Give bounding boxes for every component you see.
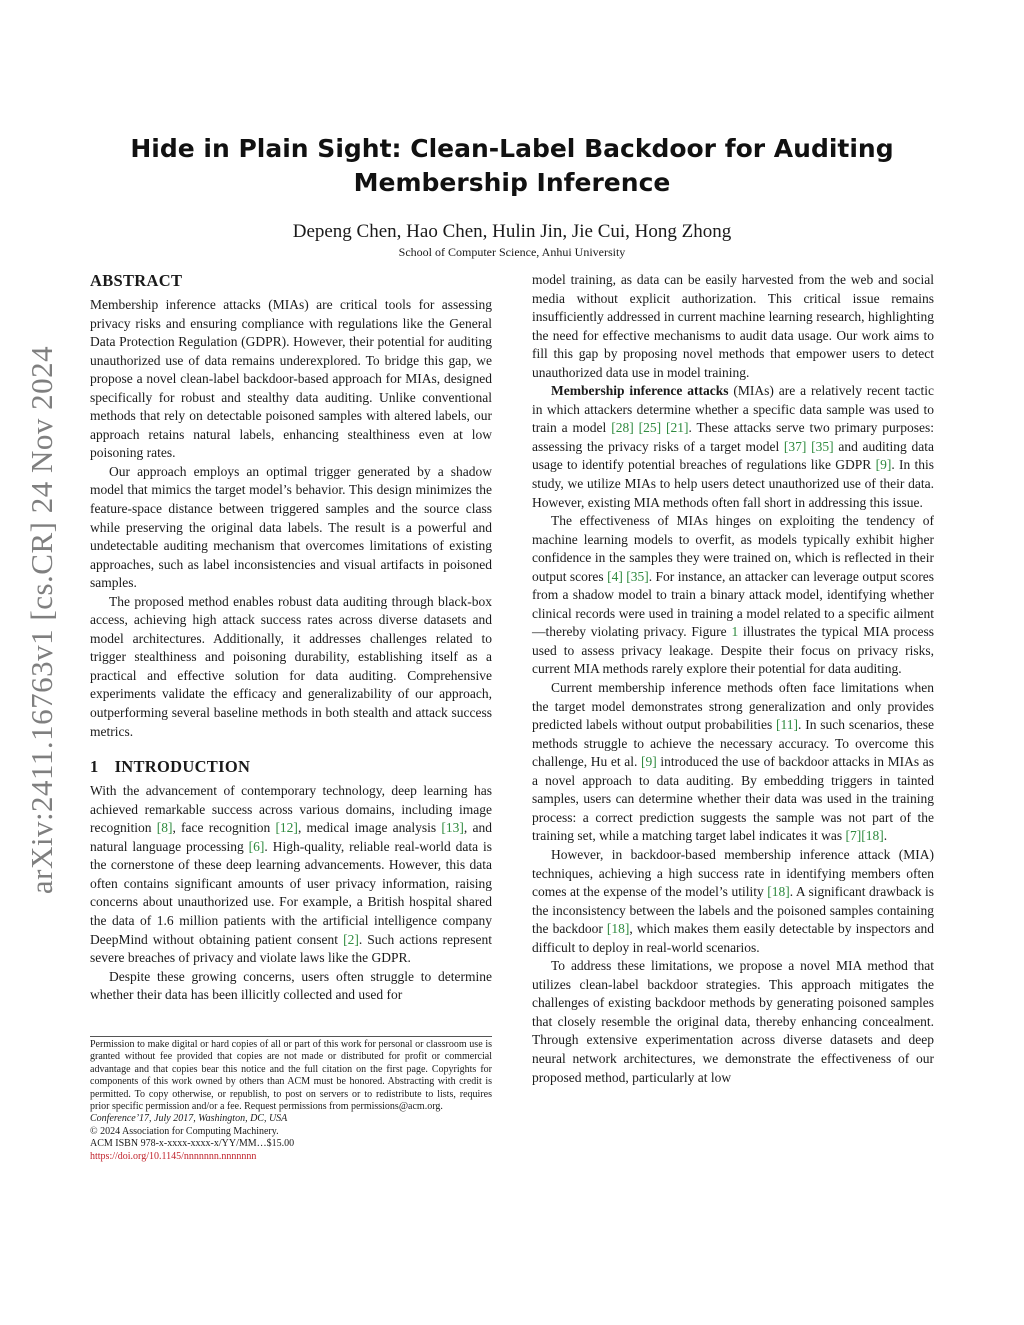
isbn-line: ACM ISBN 978-x-xxxx-xxxx-x/YY/MM…$15.00: [90, 1138, 295, 1150]
intro-heading: [90, 757, 492, 777]
citation-link[interactable]: [11]: [776, 717, 799, 733]
copyright-line: © 2024 Association for Computing Machinery.: [90, 1125, 279, 1137]
abstract-paragraph: Our approach employs an optimal trigger generated by a shadow model that mimics the target model’s behavior. This design minimizes the feature-space distance between triggered samples and the source class while preserving the original data labels. The result is a powerful and undetectable auditing mechanism that overcomes limitations of existing approaches, such as label inconsistencies and visual artifacts in poisoned samples.: [90, 463, 492, 591]
citation-link[interactable]: [35]: [626, 568, 649, 584]
citation-link[interactable]: [12]: [275, 820, 298, 836]
copyright-block: [90, 1036, 492, 1163]
citation-link[interactable]: [18]: [767, 884, 790, 900]
abstract-paragraph: The proposed method enables robust data auditing through black-box access, achieving high attack success rates across diverse datasets and model architectures. Additionally, it addresses challenges related to trigger stealthiness and poisoning durability, establishing itself as a practical and effective solution for data auditing. Comprehensive experiments validate the efficacy and generalizability of our approach, outperforming several baseline methods in both stealth and attack success metrics.: [90, 593, 492, 739]
citation-link[interactable]: [13]: [441, 820, 464, 836]
citation-link[interactable]: [9]: [641, 754, 657, 770]
intro-paragraph-4: The effectiveness of MIAs hinges on exploiting the tendency of machine learning models to overfit, as models typically exhibit higher confidence in the samples they were trained on, which is reflected in their output scores [4] [35]. For instance, an attacker can leverage output scores from a shadow model to train a binary attack model, identifying whether clinical records were used in training a model related to a specific ailment—thereby violating privacy. Figure 1 illustrates the typical MIA process used to assess privacy leakage. Despite their focus on privacy risks, current MIA methods rarely explore their potential for data auditing.: [532, 513, 934, 677]
abstract-heading: ABSTRACT: [90, 271, 183, 290]
bold-term: Membership inference attacks: [551, 383, 729, 399]
citation-link[interactable]: [28]: [611, 420, 634, 436]
citation-link[interactable]: [18]: [606, 921, 630, 937]
intro-paragraph-7: To address these limitations, we propose a novel MIA method that utilizes clean-label backdoor strategies. This approach mitigates the challenges of existing backdoor methods by generating poisoned samples that closely resemble the original data, thereby enhancing concealment. Through extensive experimentation across diverse datasets and deep neural network architectures, we demonstrate the effectiveness of our proposed method, particularly at low: [532, 958, 934, 1085]
paper-title: Hide in Plain Sight: Clean-Label Backdoor for Auditing Membership Inference: [130, 134, 894, 197]
citation-link[interactable]: [4]: [607, 568, 623, 584]
intro-paragraph-6: However, in backdoor-based membership inference attack (MIA) techniques, achieving a high success rate in identifying members often comes at the expense of the model’s utility [18]. A significant drawback is the inconsistency between the labels and the poisoned samples containing the backdoor [18], which makes them easily detectable by inspectors and difficult to deploy in real-world scenarios.: [532, 846, 934, 955]
intro-paragraph-3: Membership inference attacks (MIAs) are a relatively recent tactic in which attackers determine whether a specific data sample was used to train a model [28] [25] [21]. These attacks serve two primary purposes: assessing the privacy risks of a target model [37] [35] and auditing data usage to identify potential breaches of regulations like GDPR [9]. In this study, we utilize MIAs to help users detect unauthorized use of their data. However, existing MIA methods often fall short in addressing this issue.: [532, 383, 935, 510]
intro-paragraph-2-end: model training, as data can be easily harvested from the web and social media without explicit authorization. This critical issue remains insufficiently addressed in current machine learning research, highlighting the need for effective mechanisms to audit data usage. Our work aims to fill this gap by proposing novel methods that empower users to detect unauthorized data use in model training.: [532, 272, 934, 380]
right-column: [532, 271, 934, 1087]
conference-info: Conference’17, July 2017, Washington, DC, USA: [90, 1113, 288, 1125]
intro-paragraph-2-start: Despite these growing concerns, users often struggle to determine whether their data has been illicitly collected and used for: [90, 968, 492, 1003]
citation-link[interactable]: [2]: [343, 931, 359, 947]
section-number: 1: [90, 757, 99, 777]
doi-link[interactable]: https://doi.org/10.1145/nnnnnnn.nnnnnnn: [90, 1150, 257, 1162]
figure-link[interactable]: 1: [731, 624, 739, 640]
affiliation: School of Computer Science, Anhui University: [398, 245, 626, 259]
citation-link[interactable]: [9]: [875, 457, 892, 473]
citation-link[interactable]: [35]: [811, 438, 834, 454]
intro-paragraph-5: Current membership inference methods often face limitations when the target model demonstrates strong generalization and only provides predicted labels without output probabilities [11]. In such scenarios, these methods struggle to achieve the necessary accuracy. To overcome this challenge, Hu et al. [9] introduced the use of backdoor attacks in MIAs as a novel approach to data auditing. By embedding triggers in tainted samples, users can determine whether their data was used in the training process: a correct prediction suggests the sample was not part of the training set, while a matching target label indicates it was [7][18].: [532, 680, 934, 844]
permission-notice: Permission to make digital or hard copies of all or part of this work for personal or classroom use is granted without fee provided that copies are not made or distributed for profit or commercial advantage and that copies bear this notice and the full citation on the first page. Copyrights for components of this work owned by others than ACM must be honored. Abstracting with credit is permitted. To copy otherwise, or republish, to post on servers or to redistribute to lists, requires prior specific permission and/or a fee. Request permissions from permissions@acm.org.: [90, 1039, 492, 1113]
citation-link[interactable]: [6]: [248, 838, 265, 854]
citation-link[interactable]: [21]: [666, 420, 689, 436]
citation-link[interactable]: [8]: [156, 820, 173, 836]
citation-link[interactable]: [18]: [861, 828, 884, 844]
intro-paragraph-1: With the advancement of contemporary technology, deep learning has achieved remarkable success across various domains, including image recognition [8], face recognition [12], medical image analysis [13], and natural language processing [6]. High-quality, reliable real-world data is the cornerstone of these deep learning advancements. However, this data often contains significant amounts of user privacy information, raising concerns about unauthorized use. For example, a British hospital shared the data of 1.6 million patients with the artificial intelligence company DeepMind without obtaining patient consent [2]. Such actions represent severe breaches of privacy and violate laws like the GDPR.: [90, 783, 492, 966]
citation-link[interactable]: [37]: [783, 438, 807, 454]
abstract-paragraph: Membership inference attacks (MIAs) are critical tools for assessing privacy risks and ensuring compliance with regulations like the General Data Protection Regulation (GDPR). However, their potential for auditing unauthorized use of data remains underexplored. To bridge this gap, we propose a novel clean-label backdoor-based approach for MIAs, designed specifically for robust and stealthy data auditing. Unlike conventional methods that rely on detectable poisoned samples with altered labels, our approach retains natural labels, enhancing stealthiness even at low poisoning rates.: [90, 297, 492, 461]
arxiv-identifier: arXiv:2411.16763v1 [cs.CR] 24 Nov 2024: [24, 345, 59, 895]
citation-link[interactable]: [25]: [638, 420, 662, 436]
left-column: [90, 271, 492, 1005]
author-list: Depeng Chen, Hao Chen, Hulin Jin, Jie Cui, Hong Zhong: [292, 221, 732, 242]
section-title: INTRODUCTION: [114, 757, 251, 777]
citation-link[interactable]: [7]: [845, 828, 862, 844]
